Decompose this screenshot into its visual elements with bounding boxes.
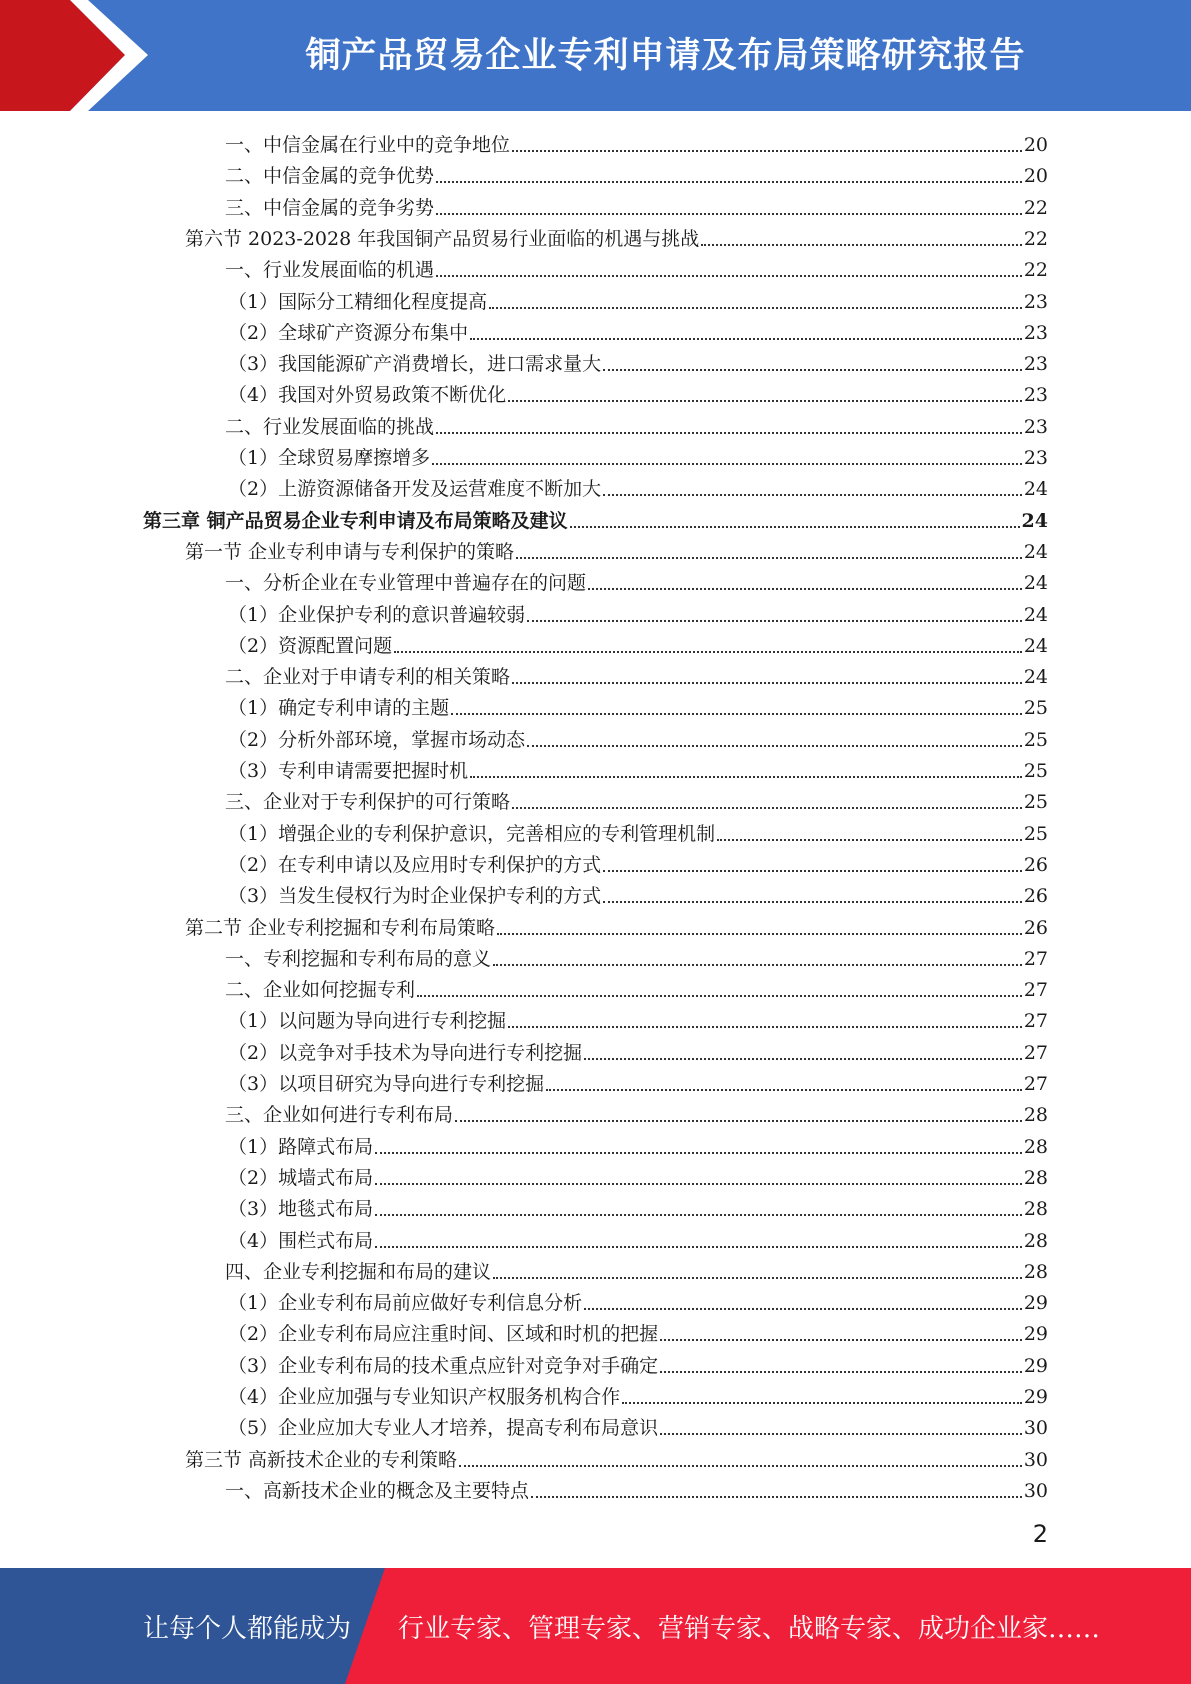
toc-entry-page: 23 — [1023, 321, 1048, 344]
toc-entry[interactable] — [225, 126, 1048, 157]
toc-entry-label: 三、中信金属的竞争劣势 — [225, 196, 435, 219]
toc-entry[interactable] — [228, 1002, 1048, 1033]
toc-entry-page: 24 — [1023, 634, 1048, 657]
toc-entry[interactable] — [228, 1190, 1048, 1221]
toc-entry-page: 28 — [1023, 1260, 1048, 1283]
toc-dot-leader — [436, 180, 1022, 183]
toc-entry-page: 23 — [1023, 384, 1048, 407]
toc-entry-page: 28 — [1023, 1198, 1048, 1221]
toc-dot-leader — [432, 462, 1022, 465]
toc-entry[interactable] — [225, 971, 1048, 1002]
report-title: 铜产品贸易企业专利申请及布局策略研究报告 — [305, 35, 1026, 76]
toc-entry[interactable] — [228, 439, 1048, 470]
toc-entry[interactable] — [228, 1222, 1048, 1253]
toc-entry-label: 二、企业如何挖掘专利 — [225, 979, 416, 1002]
toc-dot-leader — [512, 806, 1022, 809]
toc-dot-leader — [717, 838, 1022, 841]
toc-entry-label: 第一节 企业专利申请与专利保护的策略 — [185, 540, 515, 563]
toc-entry[interactable] — [228, 846, 1048, 877]
toc-dot-leader — [436, 212, 1022, 215]
toc-dot-leader — [701, 243, 1022, 246]
toc-entry-label: （3）企业专利布局的技术重点应针对竞争对手确定 — [228, 1354, 659, 1377]
toc-entry-page: 23 — [1023, 447, 1048, 469]
toc-entry-page: 29 — [1023, 1354, 1048, 1377]
toc-entry-page: 27 — [1023, 947, 1048, 970]
toc-entry-label: 一、行业发展面临的机遇 — [225, 259, 435, 282]
toc-entry-label: 第三章 铜产品贸易企业专利申请及布局策略及建议 — [143, 509, 568, 532]
toc-entry-page: 29 — [1023, 1323, 1048, 1346]
toc-dot-leader — [584, 1057, 1022, 1060]
toc-entry-page: 30 — [1023, 1417, 1048, 1440]
toc-entry-label: （2）在专利申请以及应用时专利保护的方式 — [228, 853, 602, 876]
toc-entry[interactable] — [228, 1378, 1048, 1409]
toc-entry[interactable] — [228, 721, 1048, 752]
toc-dot-leader — [455, 1119, 1022, 1122]
toc-entry[interactable] — [228, 596, 1048, 627]
toc-entry-label: （1）企业专利布局前应做好专利信息分析 — [228, 1292, 583, 1315]
toc-dot-leader — [570, 525, 1020, 528]
toc-entry-label: 一、高新技术企业的概念及主要特点 — [225, 1479, 530, 1502]
toc-entry-label: （3）我国能源矿产消费增长，进口需求量大 — [228, 353, 602, 376]
page-header — [0, 0, 1191, 111]
toc-entry-label: 第六节 2023-2028 年我国铜产品贸易行业面临的机遇与挑战 — [185, 227, 700, 250]
toc-dot-leader — [546, 1088, 1022, 1091]
toc-dot-leader — [493, 963, 1022, 966]
toc-entry-label: 二、企业对于申请专利的相关策略 — [225, 666, 511, 689]
toc-entry[interactable] — [228, 1128, 1048, 1159]
toc-entry[interactable] — [228, 283, 1048, 314]
toc-entry-page: 28 — [1023, 1166, 1048, 1189]
toc-dot-leader — [527, 744, 1022, 747]
toc-entry-label: （2）以竞争对手技术为导向进行专利挖掘 — [228, 1041, 583, 1064]
toc-entry[interactable] — [228, 1034, 1048, 1065]
toc-dot-leader — [470, 337, 1022, 340]
toc-dot-leader — [375, 1213, 1022, 1216]
toc-entry-page: 24 — [1021, 509, 1048, 532]
page-number: 2 — [1032, 1520, 1048, 1548]
toc-dot-leader — [508, 1025, 1022, 1028]
toc-entry-label: （1）确定专利申请的主题 — [228, 697, 450, 720]
toc-entry-label: （3）地毯式布局 — [228, 1198, 374, 1221]
toc-dot-leader — [603, 869, 1022, 872]
toc-entry-page: 29 — [1023, 1292, 1048, 1315]
toc-entry-page: 26 — [1023, 885, 1048, 908]
toc-entry-page: 23 — [1023, 290, 1048, 313]
toc-entry[interactable] — [228, 1315, 1048, 1346]
toc-entry-label: （2）城墙式布局 — [228, 1166, 374, 1189]
toc-entry-label: 三、企业如何进行专利布局 — [225, 1104, 454, 1127]
toc-entry-page: 25 — [1023, 791, 1048, 814]
toc-entry[interactable] — [228, 1159, 1048, 1190]
toc-entry-page: 25 — [1023, 728, 1048, 751]
toc-entry-page: 27 — [1023, 1010, 1048, 1033]
toc-entry-page: 23 — [1023, 353, 1048, 376]
toc-entry-page: 24 — [1023, 603, 1048, 626]
toc-section-entry[interactable] — [185, 220, 1048, 251]
toc-entry[interactable] — [228, 1347, 1048, 1378]
toc-entry-page: 29 — [1023, 1386, 1048, 1408]
toc-dot-leader — [417, 994, 1022, 997]
toc-entry-label: （4）我国对外贸易政策不断优化 — [228, 384, 507, 407]
toc-entry[interactable] — [228, 877, 1048, 908]
toc-entry-page: 26 — [1023, 916, 1048, 939]
toc-entry-label: 一、中信金属在行业中的竞争地位 — [225, 134, 511, 156]
toc-entry-label: 一、专利挖掘和专利布局的意义 — [225, 947, 492, 970]
toc-entry-page: 28 — [1023, 1104, 1048, 1127]
toc-entry[interactable] — [228, 689, 1048, 720]
toc-entry-label: 二、中信金属的竞争优势 — [225, 165, 435, 188]
toc-dot-leader — [527, 619, 1022, 622]
toc-entry-page: 23 — [1023, 415, 1048, 438]
toc-dot-leader — [436, 431, 1022, 434]
toc-entry-page: 24 — [1023, 478, 1048, 501]
toc-entry[interactable] — [225, 1096, 1048, 1127]
toc-dot-leader — [451, 712, 1022, 715]
toc-entry-page: 27 — [1023, 1073, 1048, 1095]
toc-entry-page: 27 — [1023, 979, 1048, 1002]
toc-dot-leader — [493, 1276, 1022, 1279]
toc-entry[interactable] — [225, 658, 1048, 689]
toc-entry[interactable] — [228, 815, 1048, 846]
toc-entry-page: 24 — [1023, 666, 1048, 689]
toc-dot-leader — [516, 556, 1022, 559]
toc-entry[interactable] — [225, 251, 1048, 282]
toc-entry[interactable] — [228, 1284, 1048, 1315]
toc-entry-label: 三、企业对于专利保护的可行策略 — [225, 791, 511, 814]
toc-entry-page: 28 — [1023, 1135, 1048, 1158]
toc-dot-leader — [660, 1432, 1022, 1435]
toc-entry-label: （2）全球矿产资源分布集中 — [228, 321, 469, 344]
toc-dot-leader — [660, 1370, 1022, 1373]
toc-entry-label: （2）企业专利布局应注重时间、区域和时机的把握 — [228, 1323, 659, 1346]
toc-dot-leader — [508, 399, 1022, 402]
footer-slogan-left: 让每个人都能成为 — [143, 1613, 352, 1644]
toc-entry-label: （1）企业保护专利的意识普遍较弱 — [228, 603, 526, 626]
toc-entry-label: 第三节 高新技术企业的专利策略 — [185, 1448, 458, 1471]
toc-entry-label: 四、企业专利挖掘和布局的建议 — [225, 1260, 492, 1283]
toc-entry-page: 25 — [1023, 697, 1048, 720]
toc-entry[interactable] — [228, 752, 1048, 783]
toc-entry-label: 一、分析企业在专业管理中普遍存在的问题 — [225, 572, 587, 595]
toc-dot-leader — [497, 932, 1022, 935]
toc-entry-page: 22 — [1023, 259, 1048, 282]
toc-entry[interactable] — [225, 157, 1048, 188]
toc-entry-label: 第二节 企业专利挖掘和专利布局策略 — [185, 916, 496, 939]
toc-entry[interactable] — [228, 470, 1048, 501]
toc-entry-label: （2）资源配置问题 — [228, 634, 393, 657]
toc-dot-leader — [470, 775, 1022, 778]
toc-entry[interactable] — [228, 1065, 1048, 1096]
toc-entry-page: 24 — [1023, 540, 1048, 563]
toc-dot-leader — [603, 493, 1022, 496]
toc-entry-page: 30 — [1023, 1479, 1048, 1502]
toc-entry-label: （3）以项目研究为导向进行专利挖掘 — [228, 1073, 545, 1095]
toc-dot-leader — [622, 1401, 1022, 1404]
toc-entry-page: 20 — [1023, 165, 1048, 188]
toc-dot-leader — [603, 368, 1022, 371]
toc-entry-label: （2）上游资源储备开发及运营难度不断加大 — [228, 478, 602, 501]
toc-entry-label: （3）专利申请需要把握时机 — [228, 760, 469, 782]
toc-dot-leader — [603, 900, 1022, 903]
toc-entry-label: （1）国际分工精细化程度提高 — [228, 290, 488, 313]
header-arrow-decoration — [0, 0, 160, 111]
toc-entry[interactable] — [228, 314, 1048, 345]
toc-entry[interactable] — [225, 1472, 1048, 1503]
toc-chapter-entry[interactable] — [143, 502, 1048, 533]
toc-dot-leader — [531, 1495, 1022, 1498]
toc-entry[interactable] — [225, 408, 1048, 439]
toc-dot-leader — [375, 1245, 1022, 1248]
toc-dot-leader — [436, 274, 1022, 277]
toc-entry-page: 20 — [1023, 134, 1048, 156]
toc-entry-label: （4）企业应加强与专业知识产权服务机构合作 — [228, 1386, 621, 1408]
toc-entry-page: 25 — [1023, 822, 1048, 845]
toc-entry-label: （5）企业应加大专业人才培养，提高专利布局意识 — [228, 1417, 659, 1440]
toc-entry-page: 24 — [1023, 572, 1048, 595]
toc-dot-leader — [375, 1151, 1022, 1154]
toc-dot-leader — [394, 650, 1022, 653]
toc-entry-label: （2）分析外部环境，掌握市场动态 — [228, 728, 526, 751]
toc-entry[interactable] — [225, 189, 1048, 220]
toc-dot-leader — [588, 587, 1022, 590]
toc-entry-label: 二、行业发展面临的挑战 — [225, 415, 435, 438]
toc-section-entry[interactable] — [185, 1441, 1048, 1472]
toc-entry-page: 30 — [1023, 1448, 1048, 1471]
toc-dot-leader — [375, 1182, 1022, 1185]
toc-entry-label: （1）以问题为导向进行专利挖掘 — [228, 1010, 507, 1033]
toc-entry-label: （1）全球贸易摩擦增多 — [228, 447, 431, 469]
toc-dot-leader — [489, 306, 1022, 309]
toc-entry-page: 26 — [1023, 853, 1048, 876]
toc-entry-page: 25 — [1023, 760, 1048, 782]
toc-entry-label: （4）围栏式布局 — [228, 1229, 374, 1252]
toc-section-entry[interactable] — [185, 909, 1048, 940]
toc-entry-page: 22 — [1023, 196, 1048, 219]
toc-entry[interactable] — [225, 940, 1048, 971]
toc-entry[interactable] — [228, 1409, 1048, 1440]
toc-entry-page: 27 — [1023, 1041, 1048, 1064]
toc-entry[interactable] — [225, 783, 1048, 814]
toc-dot-leader — [660, 1338, 1022, 1341]
toc-entry-label: （1）增强企业的专利保护意识，完善相应的专利管理机制 — [228, 822, 716, 845]
footer-slogan-right: 行业专家、管理专家、营销专家、战略专家、成功企业家…… — [398, 1613, 1101, 1644]
toc-entry[interactable] — [228, 345, 1048, 376]
toc-dot-leader — [512, 681, 1022, 684]
toc-entry-page: 22 — [1023, 227, 1048, 250]
toc-entry[interactable] — [228, 627, 1048, 658]
toc-entry-page: 28 — [1023, 1229, 1048, 1252]
toc-section-entry[interactable] — [185, 533, 1048, 564]
toc-dot-leader — [512, 149, 1022, 152]
toc-entry[interactable] — [225, 1253, 1048, 1284]
toc-entry[interactable] — [228, 376, 1048, 407]
page-footer — [0, 1568, 1191, 1684]
toc-entry-label: （1）路障式布局 — [228, 1135, 374, 1158]
toc-entry[interactable] — [225, 564, 1048, 595]
toc-dot-leader — [584, 1307, 1022, 1310]
toc-entry-label: （3）当发生侵权行为时企业保护专利的方式 — [228, 885, 602, 908]
toc-dot-leader — [459, 1464, 1022, 1467]
